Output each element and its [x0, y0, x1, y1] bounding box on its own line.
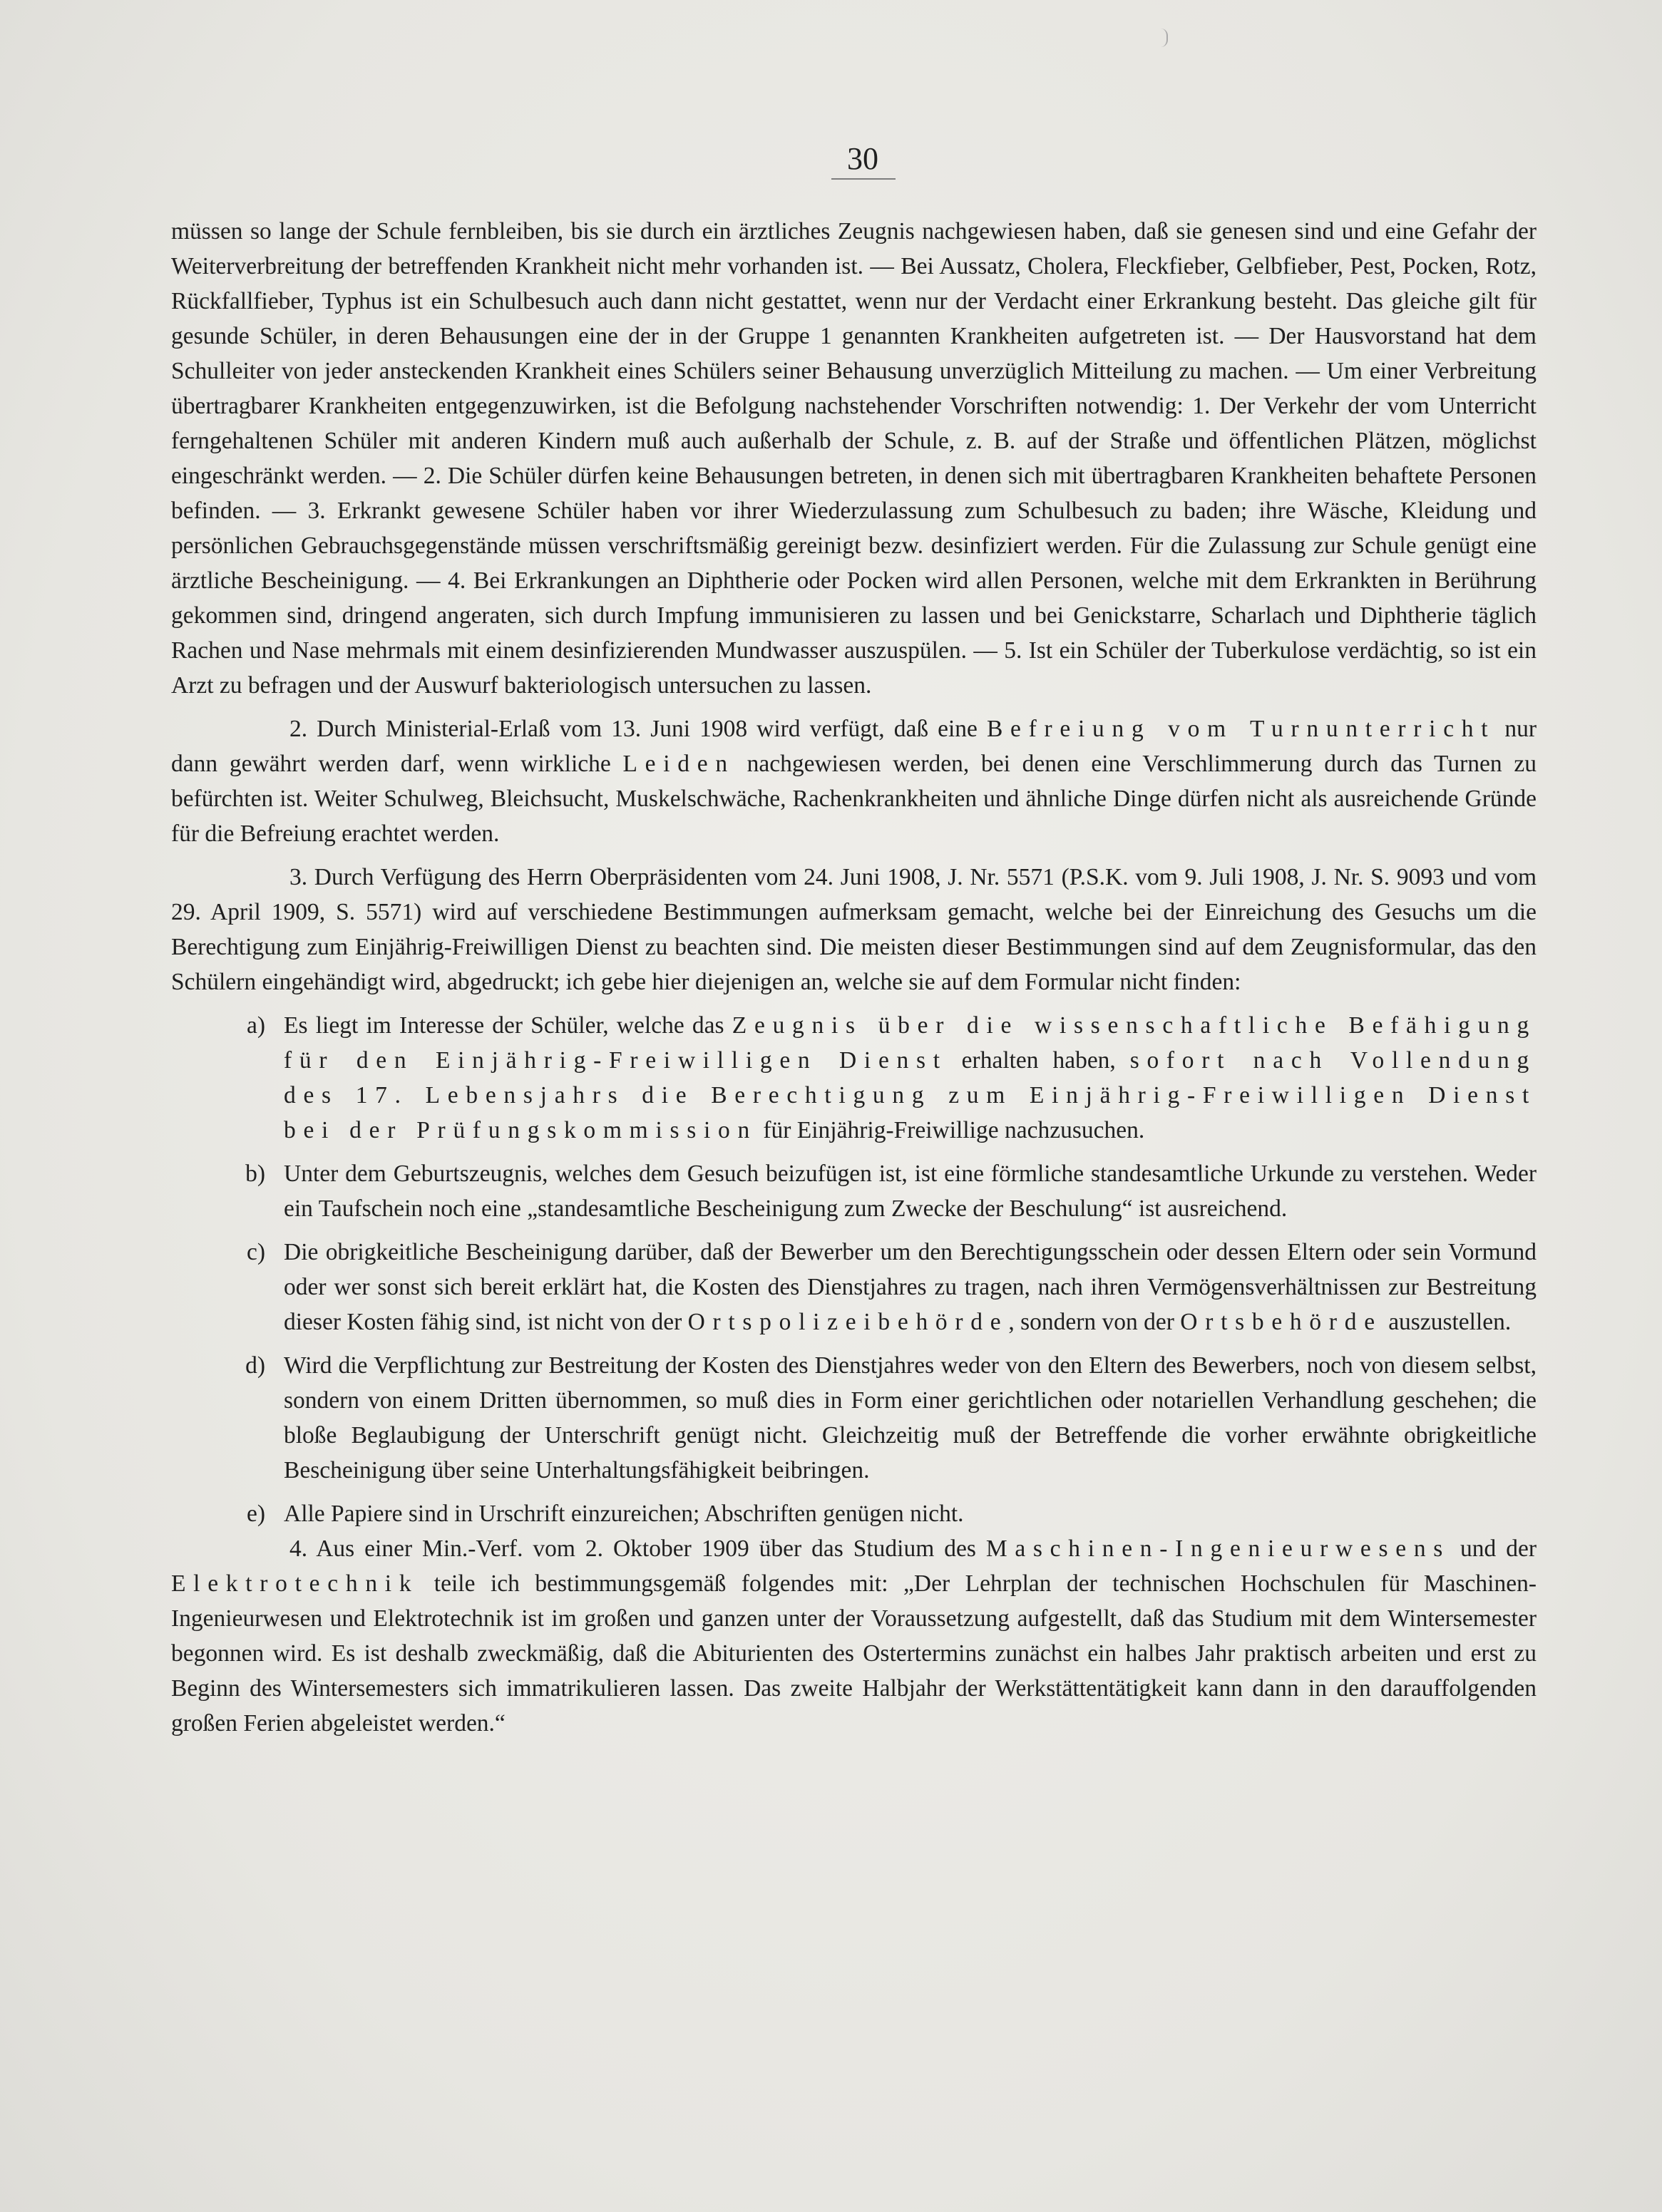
list-content-d: Wird die Verpflichtung zur Bestreitung der Kosten des Dienstjahres weder von den Eltern des Bewerbers, noch von diesem selbst, sondern von einem Dritten übernommen, so muß dies in Form einer gerichtlichen oder notariellen Verhandlung geschehen; die bloße Beglaubigung der Unterschrift genügt nicht. Gleichzeitig muß der Betreffende die vorher erwähnte obrigkeitliche Bescheinigung über seine Unterhaltungsfähigkeit beibringen.: [284, 1352, 1537, 1483]
list-label-d: d): [245, 1352, 265, 1379]
paragraph-4-text-1: 4. Aus einer Min.-Verf. vom 2. Oktober 1909 über das Studium des: [289, 1535, 986, 1562]
item-a-text-3: für Einjährig-Freiwillige nachzusuchen.: [756, 1117, 1145, 1143]
paragraph-2-text-3: nachgewiesen werden, bei denen eine Verschlimmerung durch das Turnen zu befürchten ist. Weiter Schulweg, Bleichsucht, Muskelschwäche, Rachenkrankheiten und ähnliche Dinge dürfen nicht als ausreichende Gründe für die Befreiung erachtet werden.: [171, 751, 1537, 847]
list-item-b: [171, 1156, 1537, 1226]
paragraph-1: müssen so lange der Schule fernbleiben, bis sie durch ein ärztliches Zeugnis nachgewiesen haben, daß sie genesen sind und eine Gefahr der Weiterverbreitung der betreffenden Krankheit nicht mehr vorhanden ist. — Bei Aussatz, Cholera, Fleckfieber, Gelbfieber, Pest, Pocken, Rotz, Rückfallfieber, Typhus ist ein Schulbesuch auch dann nicht gestattet, wenn nur der Verdacht einer Erkrankung besteht. Das gleiche gilt für gesunde Schüler, in deren Behausungen eine der in der Gruppe 1 genannten Krankheiten aufgetreten ist. — Der Hausvorstand hat dem Schulleiter von jeder ansteckenden Krankheit eines Schülers seiner Behausung unverzüglich Mitteilung zu machen. — Um einer Verbreitung übertragbarer Krankheiten entgegenzuwirken, ist die Befolgung nachstehender Vorschriften notwendig: 1. Der Verkehr der vom Unterricht ferngehaltenen Schüler mit anderen Kindern muß auch außerhalb der Schule, z. B. auf der Straße und öffentlichen Plätzen, möglichst eingeschränkt werden. — 2. Die Schüler dürfen keine Behausungen betreten, in denen sich mit übertragbaren Krankheiten behaftete Personen befinden. — 3. Erkrankt gewesene Schüler haben vor ihrer Wiederzulassung zum Schulbesuch zu baden; ihre Wäsche, Kleidung und persönlichen Gebrauchsgegenstände müssen verschriftsmäßig gereinigt bezw. desinfiziert werden. Für die Zulassung zur Schule genügt eine ärztliche Bescheinigung. — 4. Bei Erkrankungen an Diphtherie oder Pocken wird allen Personen, welche mit dem Erkrankten in Berührung gekommen sind, dringend angeraten, sich durch Impfung immunisieren zu lassen und bei Genickstarre, Scharlach und Diphtherie täglich Rachen und Nase mehrmals mit einem desinfizierenden Mundwasser auszuspülen. — 5. Ist ein Schüler der Tuberkulose verdächtig, so ist ein Arzt zu befragen und der Auswurf bakteriologisch untersuchen zu lassen.: [171, 218, 1537, 699]
item-a-spaced-2: sofort nach Vollendung des 17. Lebensjahrs die Berechtigung zum Einjährig-Freiwilligen Dienst bei der Prüfungskommission: [284, 1047, 1537, 1143]
item-a-spaced-1: Zeugnis über die wissenschaftliche Befähigung für den Einjährig-Freiwilligen Dienst: [284, 1012, 1537, 1074]
page-number: 30: [847, 141, 878, 176]
list-label-c: c): [246, 1239, 265, 1265]
item-c-text-1: Die obrigkeitliche Bescheinigung darüber, daß der Bewerber um den Berechtigungsschein oder dessen Eltern oder sein Vormund oder wer sonst sich bereit erklärt hat, die Kosten des Dienstjahres zu tragen, nach ihren Vermögensverhältnissen zur Bestreitung dieser Kosten fähig sind, ist nicht von der: [284, 1239, 1537, 1335]
paragraph-2-spaced-2: Leiden: [622, 751, 735, 777]
paragraph-4-spaced-1: Maschinen-Ingenieurwesens: [985, 1535, 1451, 1562]
item-c-text-2: , sondern von der: [1008, 1309, 1181, 1335]
scan-mark: [1161, 29, 1168, 47]
list-content-a: [284, 1008, 1537, 1148]
list-content-c: [284, 1235, 1537, 1339]
list-item-c: [171, 1235, 1537, 1339]
list-item-a: [171, 1008, 1537, 1148]
paragraph-2-text-2: nur dann gewährt werden darf, wenn wirkliche: [171, 716, 1537, 777]
item-c-spaced-1: Ortspolizeibehörde: [687, 1309, 1009, 1335]
list-item-e: [171, 1496, 1537, 1531]
item-a-text-1: Es liegt im Interesse der Schüler, welche das: [284, 1012, 732, 1039]
paragraph-2-spaced-1: Befreiung vom Turnunterricht: [986, 716, 1496, 742]
item-a-text-2: erhalten haben,: [947, 1047, 1130, 1074]
list-content-b: Unter dem Geburtszeugnis, welches dem Gesuch beizufügen ist, ist eine förmliche standesamtliche Urkunde zu verstehen. Weder ein Taufschein noch eine „standesamtliche Bescheinigung zum Zwecke der Beschulung“ ist ausreichend.: [284, 1161, 1537, 1222]
body-text: [171, 214, 1537, 1741]
list-content-e: Alle Papiere sind in Urschrift einzureichen; Abschriften genügen nicht.: [284, 1501, 964, 1527]
page-number-rule: [831, 178, 896, 180]
paragraph-2-text-1: 2. Durch Ministerial-Erlaß vom 13. Juni 1908 wird verfügt, daß eine: [289, 716, 987, 742]
paragraph-2: [171, 711, 1537, 851]
list-item-d: [171, 1348, 1537, 1488]
paragraph-4: [171, 1531, 1537, 1741]
list-label-a: a): [246, 1012, 265, 1039]
paragraph-4-spaced-2: Elektrotechnik: [171, 1570, 419, 1597]
item-c-spaced-2: Ortsbehörde: [1180, 1309, 1383, 1335]
item-c-text-3: auszustellen.: [1382, 1309, 1512, 1335]
paragraph-4-text-2: und der: [1450, 1535, 1537, 1562]
list-label-e: e): [246, 1501, 265, 1527]
paragraph-3: 3. Durch Verfügung des Herrn Oberpräsidenten vom 24. Juni 1908, J. Nr. 5571 (P.S.K. vom 9. Juli 1908, J. Nr. S. 9093 und vom 29. April 1909, S. 5571) wird auf verschiedene Bestimmungen aufmerksam gemacht, welche bei der Einreichung des Gesuchs um die Berechtigung zum Einjährig-Freiwilligen Dienst zu beachten sind. Die meisten dieser Bestimmungen sind auf dem Zeugnisformular, das den Schülern eingehändigt wird, abgedruckt; ich gebe hier diejenigen an, welche sie auf dem Formular nicht finden:: [171, 864, 1537, 995]
list-label-b: b): [245, 1161, 265, 1187]
paragraph-4-text-3: teile ich bestimmungsgemäß folgendes mit: „Der Lehrplan der technischen Hochschulen für Maschinen-Ingenieurwesen und Elektrotechnik ist im großen und ganzen unter der Voraussetzung aufgestellt, daß das Studium mit dem Wintersemester begonnen wird. Es ist deshalb zweckmäßig, daß die Abiturienten des Ostertermins zunächst ein halbes Jahr praktisch arbeiten und erst zu Beginn des Wintersemesters sich immatrikulieren lassen. Das zweite Halbjahr der Werkstättentätigkeit kann dann in den darauffolgenden großen Ferien abgeleistet werden.“: [171, 1570, 1537, 1737]
